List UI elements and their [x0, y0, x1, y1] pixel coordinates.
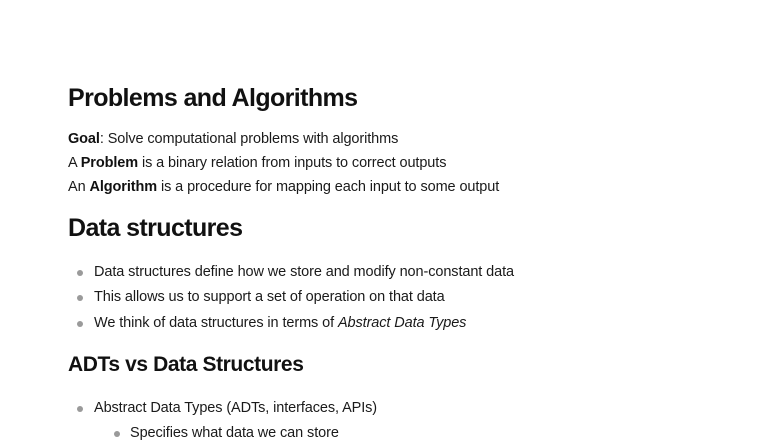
goal-rest: : Solve computational problems with algorithms — [99, 131, 399, 147]
sub-list-item-text: Specifies what data we can store — [130, 425, 339, 441]
algorithm-line — [68, 179, 499, 195]
problem-bold: Problem — [80, 155, 139, 171]
list-item — [94, 315, 466, 331]
list-item-text: Data structures define how we store and modify non-constant data — [94, 264, 514, 280]
list-item — [94, 264, 514, 280]
algorithm-bold: Algorithm — [89, 179, 158, 195]
bullet-dot-icon — [77, 406, 83, 412]
algorithm-rest: is a procedure for mapping each input to some output — [157, 179, 500, 195]
problem-rest: is a binary relation from inputs to correct outputs — [138, 155, 447, 171]
heading-problems-and-algorithms: Problems and Algorithms — [68, 84, 358, 112]
goal-bold: Goal — [68, 131, 100, 147]
heading-data-structures: Data structures — [68, 214, 243, 242]
list-item — [94, 289, 445, 305]
list-item-emphasis: Abstract Data Types — [337, 315, 467, 331]
goal-line — [68, 131, 398, 147]
problem-prefix: A — [68, 155, 81, 171]
list-item — [94, 400, 377, 416]
list-item-text: Abstract Data Types (ADTs, interfaces, APIs) — [94, 400, 378, 416]
bullet-dot-icon — [77, 321, 83, 327]
heading-adts-vs-data-structures: ADTs vs Data Structures — [68, 353, 304, 376]
list-item-text: We think of data structures in terms of — [94, 315, 338, 331]
list-item-text: This allows us to support a set of operation on that data — [94, 289, 445, 305]
bullet-dot-icon — [77, 295, 83, 301]
bullet-dot-icon — [114, 431, 120, 437]
bullet-dot-icon — [77, 270, 83, 276]
problem-line — [68, 155, 446, 171]
algorithm-prefix: An — [68, 179, 90, 195]
sub-list-item — [130, 425, 339, 441]
